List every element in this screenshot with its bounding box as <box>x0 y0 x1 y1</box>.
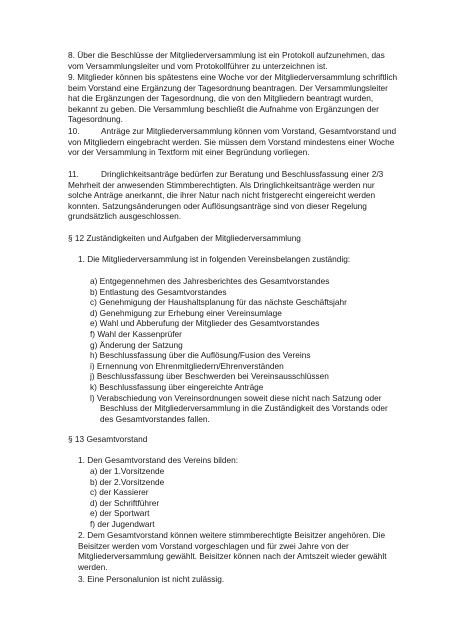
section-13-item-2: 2. Dem Gesamtvorstand können weitere stimmberechtigte Beisitzer angehören. Die Beisitzer werden vom Vorstand vorgeschlagen und für zwei Jahre von der Mitgliederversammlung gewählt. Beisitzer können nach der Amtszeit wieder gewählt werden. <box>78 530 387 572</box>
section-13-heading: § 13 Gesamtvorstand <box>68 434 148 444</box>
list-item: a) der 1.Vorsitzende <box>90 466 165 476</box>
list-item: d) der Schriftführer <box>90 497 160 508</box>
item-10 <box>68 126 398 158</box>
item-11 <box>68 169 398 222</box>
item-8 <box>68 50 398 71</box>
list-item: g) Änderung der Satzung <box>90 339 183 350</box>
section-13-intro: 1. Den Gesamtvorstand des Vereins bilden: <box>78 455 239 465</box>
list-item: e) Wahl und Abberufung der Mitglieder des Gesamtvorstandes <box>90 318 320 329</box>
list-item: f) der Jugendwart <box>90 518 155 529</box>
list-item: b) der 2.Vorsitzende <box>90 476 165 487</box>
list-item: f) Wahl der Kassenprüfer <box>90 328 182 339</box>
list-item: h) Beschlussfassung über die Auflösung/Fusion des Vereins <box>90 350 311 361</box>
list-item: i) Ernennung von Ehrenmitgliedern/Ehrenverständen <box>90 360 284 371</box>
list-item: c) der Kassierer <box>90 487 149 498</box>
item-9-text: 9. Mitglieder können bis spätestens eine Woche vor der Mitgliederversammlung schriftlich beim Vorstand eine Ergänzung der Tagesordnung beantragen. Der Versammlungsleiter hat die Ergänzungen der Tagesordnung, die von den Mitgliedern beantragt wurden, bekannt zu geben. Die Versammlung beschließt die Aufnahme von Ergänzungen der Tagesordnung. <box>68 72 398 125</box>
section-13-item-3: 3. Eine Personalunion ist nicht zulässig. <box>78 574 225 584</box>
section-12-intro: 1. Die Mitgliederversammlung ist in folgenden Vereinsbelangen zuständig: <box>78 254 351 264</box>
list-item: e) der Sportwart <box>90 508 150 519</box>
list-item: a) Entgegennehmen des Jahresberichtes des Gesamtvorstandes <box>90 276 330 286</box>
section-13-list <box>90 466 396 530</box>
item-8-text: 8. Über die Beschlüsse der Mitgliederversammlung ist ein Protokoll aufzunehmen, das vom Versammlungsleiter und vom Protokollführer zu unterzeichnen ist. <box>68 50 385 71</box>
list-item: c) Genehmigung der Haushaltsplanung für das nächste Geschäftsjahr <box>90 297 347 308</box>
list-item: k) Beschlussfassung über eingereichte Anträge <box>90 381 264 392</box>
list-item: d) Genehmigung zur Erhebung einer Vereinsumlage <box>90 307 282 318</box>
item-11-number: 11. <box>68 169 79 179</box>
list-item: l) Verabschiedung von Vereinsordnungen soweit diese nicht nach Satzung oder Beschluss der Mitgliederversammlung in die Zuständigkeit des Vorstands oder des Gesamtvorstandes fallen. <box>90 392 388 424</box>
item-10-number: 10. <box>68 126 80 136</box>
item-11-text: Dringlichkeitsanträge bedürfen zur Beratung und Beschlussfassung einer 2/3 Mehrheit der anwesenden Stimmberechtigten. Als Dringlichkeitsanträge werden nur solche Anträge anerkannt, die ihrer Natur nach nicht fristgerecht eingereicht werden konnten. Satzungsänderungen oder Auflösungsanträge sind von dieser Regelung grundsätzlich ausgeschlossen. <box>68 169 384 222</box>
item-9 <box>68 72 398 125</box>
section-12-list <box>90 276 396 424</box>
list-item: b) Entlastung des Gesamtvorstandes <box>90 286 227 297</box>
item-10-text: Anträge zur Mitgliederversammlung können vom Vorstand, Gesamtvorstand und von Mitgliedern eingebracht werden. Sie müssen dem Vorstand mindestens einer Woche vor der Versammlung in Textform mit einer Begründung vorliegen. <box>68 126 397 158</box>
section-12-heading: § 12 Zuständigkeiten und Aufgaben der Mitgliederversammlung <box>68 233 301 243</box>
list-item: j) Beschlussfassung über Beschwerden bei Vereinsausschlüssen <box>90 371 329 382</box>
